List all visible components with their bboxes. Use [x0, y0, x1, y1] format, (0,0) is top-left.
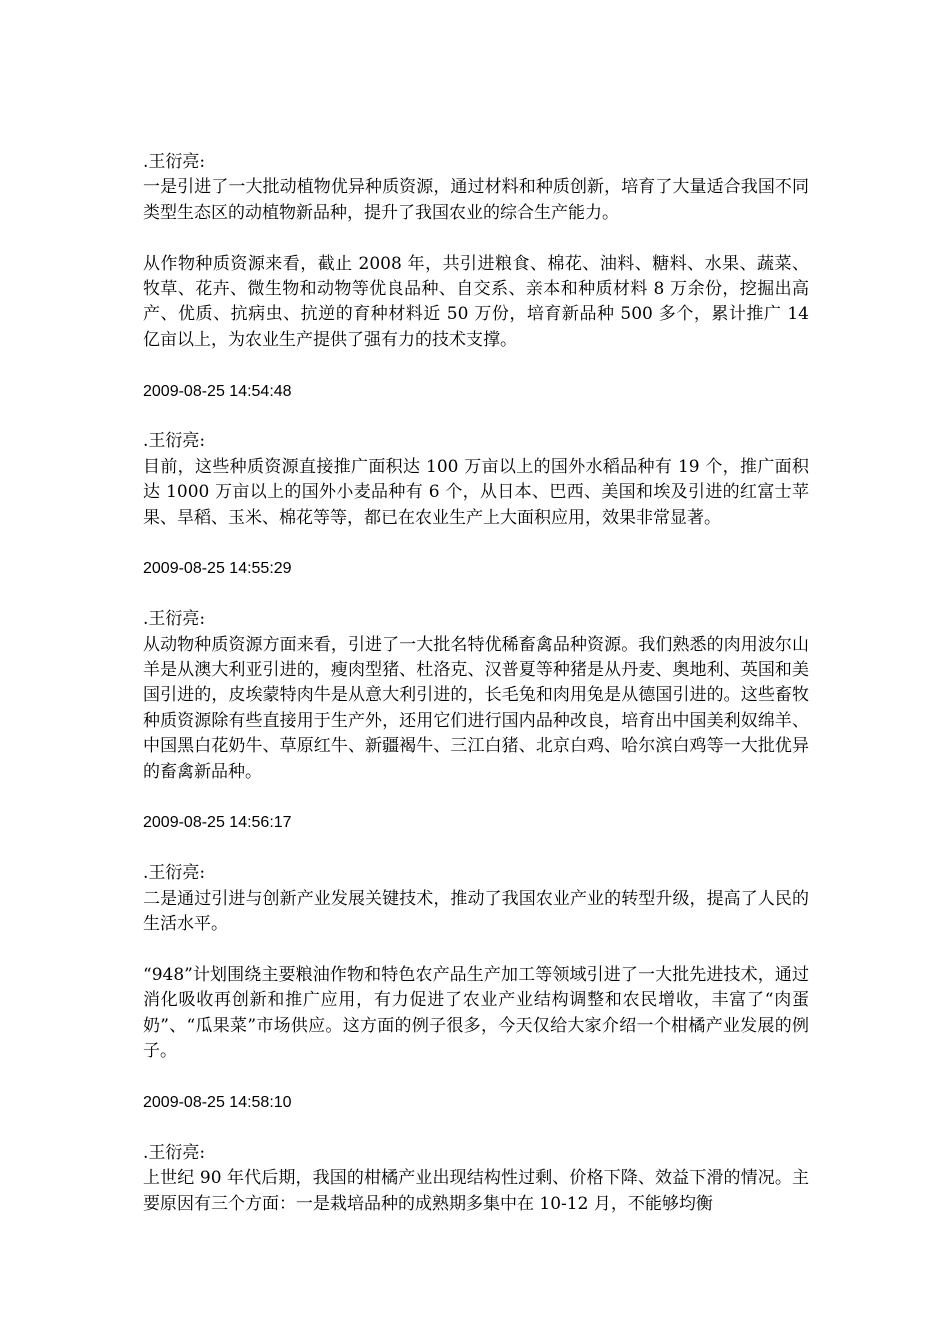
- message-paragraph: 目前，这些种质资源直接推广面积达 100 万亩以上的国外水稻品种有 19 个，推广面积达 1000 万亩以上的国外小麦品种有 6 个，从日本、巴西、美国和埃及引进的红富士苹果、旱稻、玉米、棉花等等，都已在农业生产上大面积应用，效果非常显著。: [143, 456, 809, 528]
- message-block-2: [143, 429, 809, 531]
- message-block-1-cont: [143, 252, 809, 354]
- timestamp: 2009-08-25 14:54:48: [143, 382, 292, 400]
- speaker-name: .王衍亮:: [143, 863, 206, 884]
- timestamp: 2009-08-25 14:58:10: [143, 1093, 292, 1111]
- message-block-5: [143, 1141, 809, 1217]
- timestamp-block: [143, 1090, 809, 1115]
- speaker-name: .王衍亮:: [143, 609, 206, 630]
- message-block-3: [143, 607, 809, 785]
- message-block-4: [143, 861, 809, 937]
- message-block-1: [143, 150, 809, 226]
- message-paragraph: 一是引进了一大批动植物优异种质资源，通过材料和种质创新，培育了大量适合我国不同类型生态区的动植物新品种，提升了我国农业的综合生产能力。: [143, 177, 809, 223]
- message-paragraph: 从动物种质资源方面来看，引进了一大批名特优稀畜禽品种资源。我们熟悉的肉用波尔山羊是从澳大利亚引进的，瘦肉型猪、杜洛克、汉普夏等种猪是从丹麦、奥地利、英国和美国引进的，皮埃蒙特肉牛是从意大利引进的，长毛兔和肉用兔是从德国引进的。这些畜牧种质资源除有些直接用于生产外，还用它们进行国内品种改良，培育出中国美利奴绵羊、中国黑白花奶牛、草原红牛、新疆褐牛、三江白猪、北京白鸡、哈尔滨白鸡等一大批优异的畜禽新品种。: [143, 634, 809, 782]
- timestamp-block: [143, 379, 809, 404]
- speaker-name: .王衍亮:: [143, 431, 206, 452]
- timestamp: 2009-08-25 14:55:29: [143, 560, 292, 578]
- message-paragraph: “948”计划围绕主要粮油作物和特色农产品生产加工等领域引进了一大批先进技术，通过消化吸收再创新和推广应用，有力促进了农业产业结构调整和农民增收，丰富了“肉蛋奶”、“瓜果菜”市场供应。这方面的例子很多，今天仅给大家介绍一个柑橘产业发展的例子。: [143, 964, 809, 1062]
- timestamp-block: [143, 810, 809, 835]
- speaker-name: .王衍亮:: [143, 1142, 206, 1163]
- message-paragraph: 从作物种质资源来看，截止 2008 年，共引进粮食、棉花、油料、糖料、水果、蔬菜、牧草、花卉、微生物和动物等优良品种、自交系、亲本和种质材料 8 万余份，挖掘出高产、优质、抗病虫、抗逆的育种材料近 50 万份，培育新品种 500 多个，累计推广 14 亿亩以上，为农业生产提供了强有力的技术支撑。: [143, 253, 809, 350]
- message-paragraph: 二是通过引进与创新产业发展关键技术，推动了我国农业产业的转型升级，提高了人民的生活水平。: [143, 888, 809, 935]
- message-block-4-cont: [143, 963, 809, 1065]
- speaker-name: .王衍亮:: [143, 152, 206, 172]
- timestamp: 2009-08-25 14:56:17: [143, 814, 292, 832]
- timestamp-block: [143, 556, 809, 581]
- message-paragraph: 上世纪 90 年代后期，我国的柑橘产业出现结构性过剩、价格下降、效益下滑的情况。主要原因有三个方面：一是栽培品种的成熟期多集中在 10-12 月，不能够均衡: [143, 1168, 809, 1214]
- document-page: [143, 150, 809, 1242]
